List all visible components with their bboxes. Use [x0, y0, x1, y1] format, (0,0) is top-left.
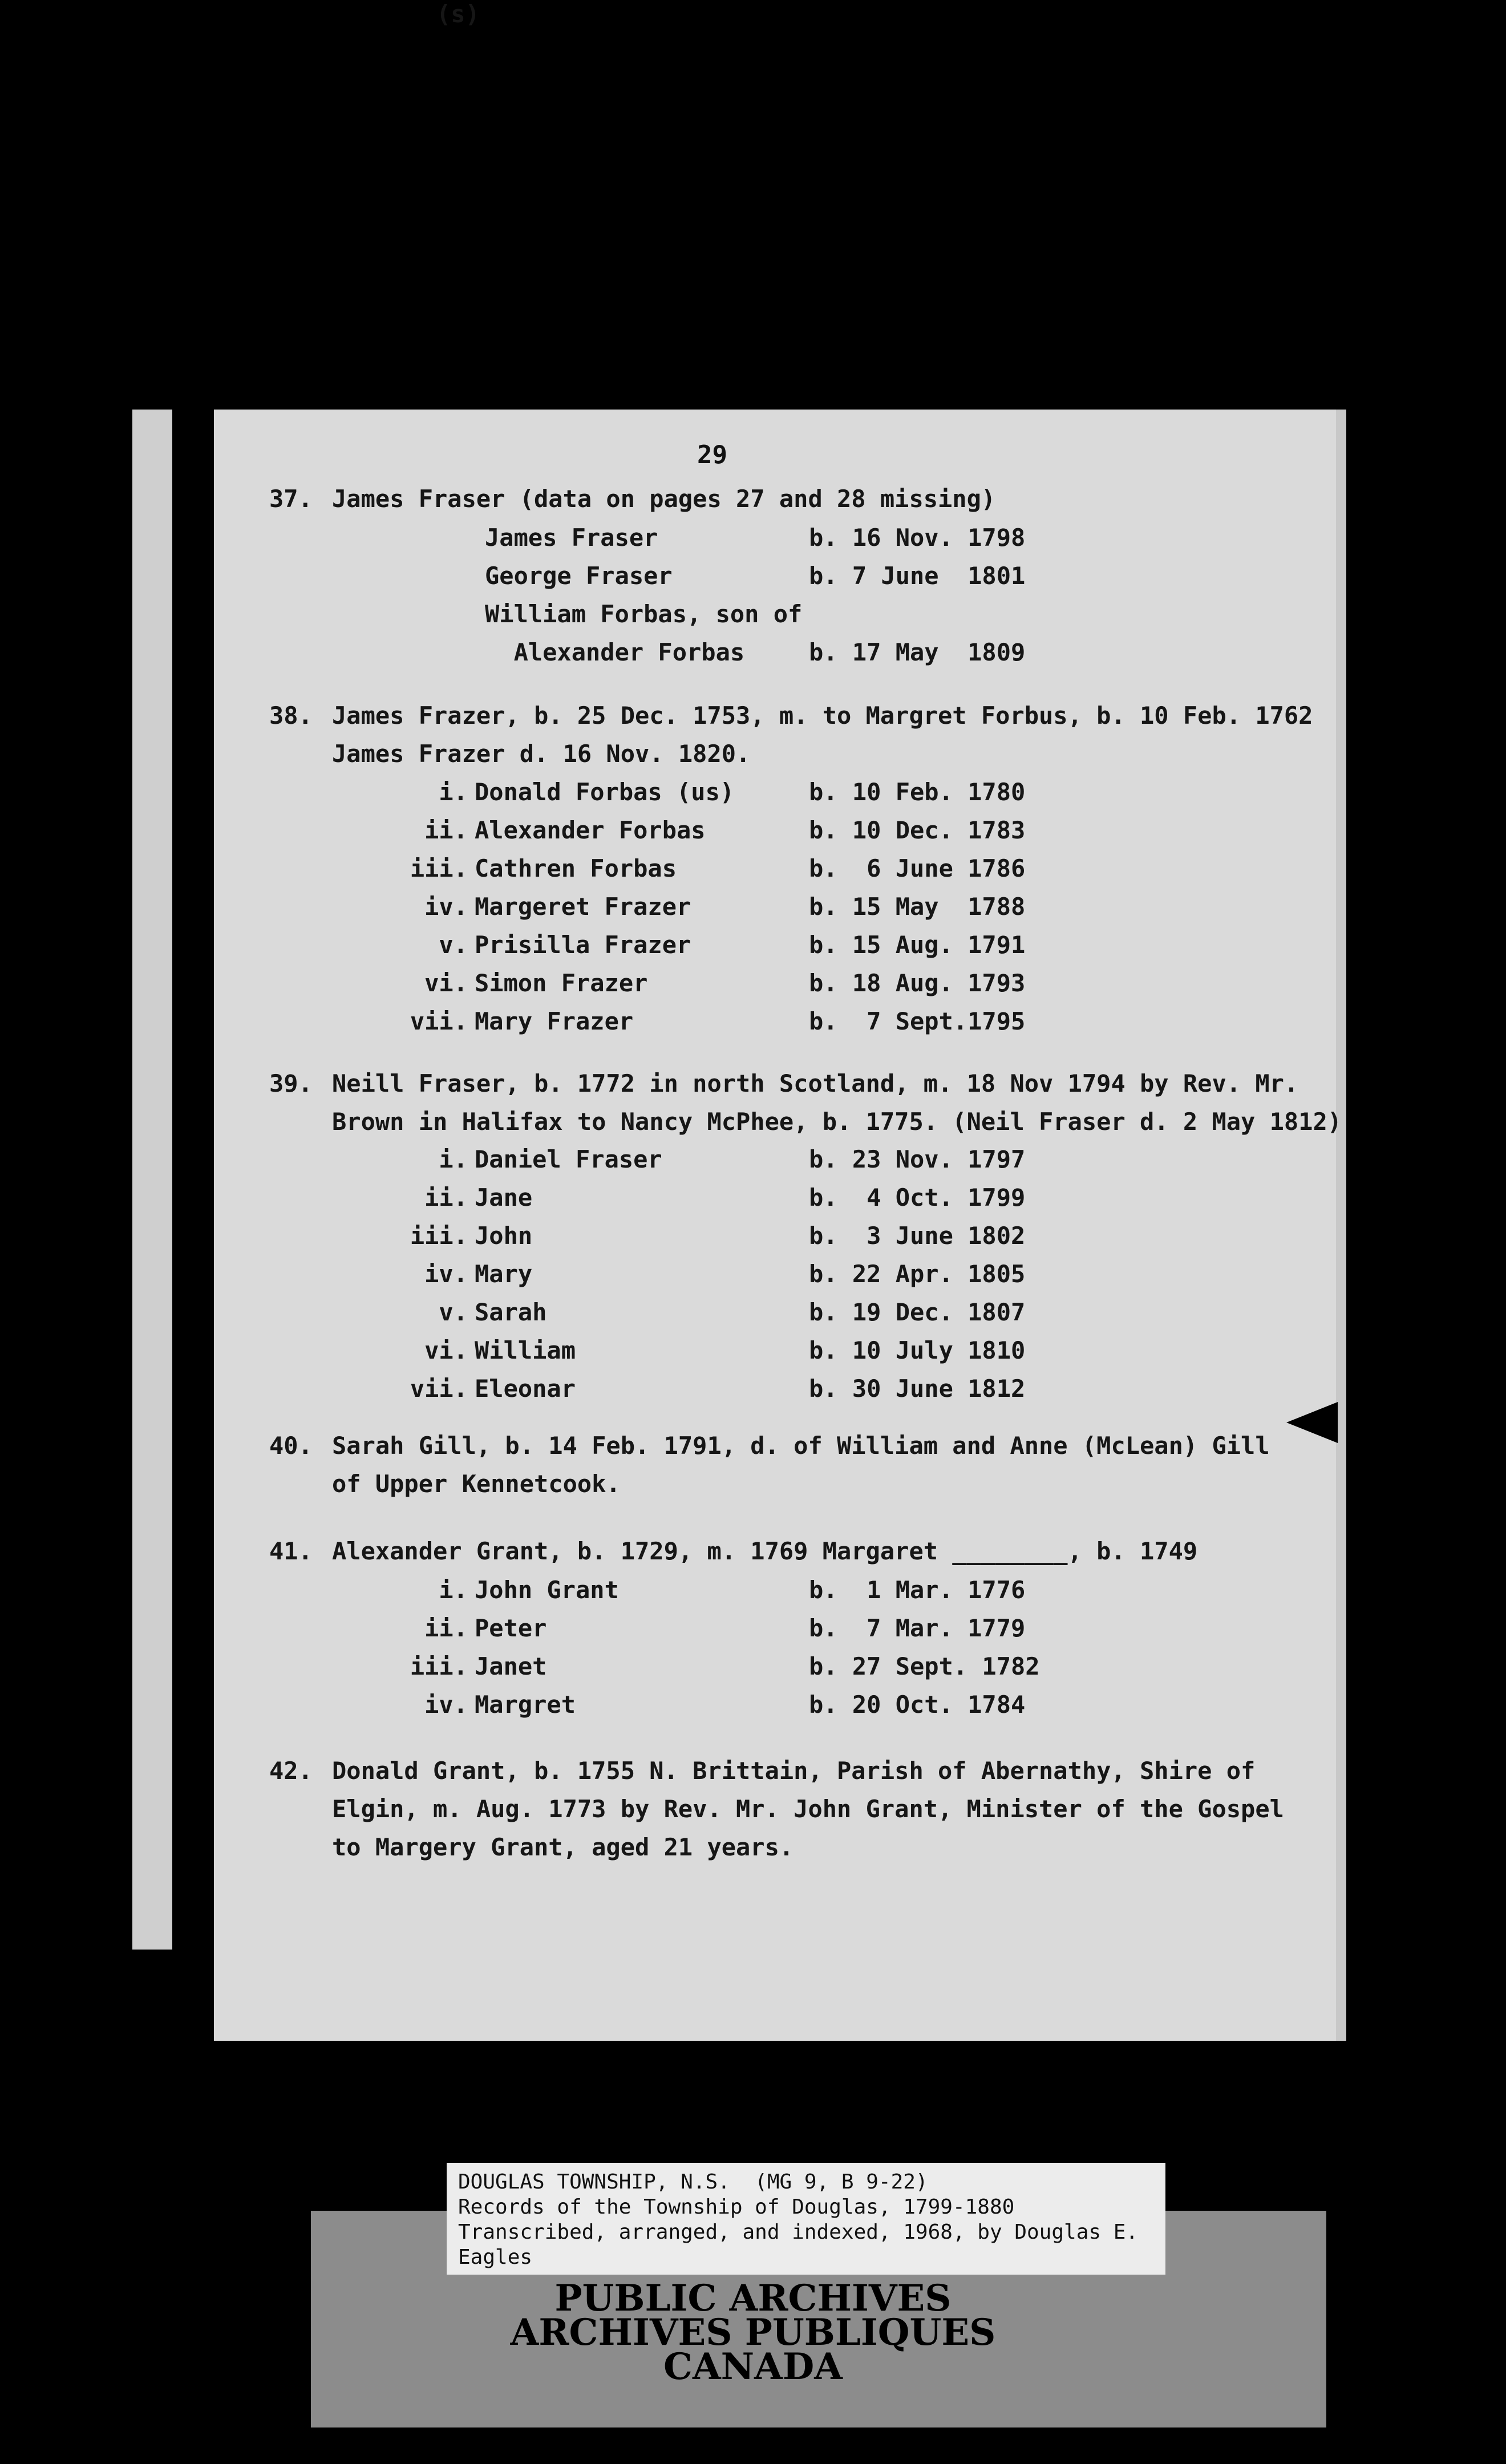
child-name: Prisilla Frazer [475, 931, 691, 959]
child-birth: b. 15 May 1788 [809, 893, 1026, 921]
child-birth: b. 22 Apr. 1805 [809, 1260, 1026, 1288]
child-birth: b. 17 May 1809 [809, 638, 1026, 666]
child-birth: b. 7 Mar. 1779 [809, 1614, 1026, 1642]
child-name: Margeret Frazer [475, 893, 691, 921]
child-birth: b. 20 Oct. 1784 [809, 1691, 1026, 1719]
child-name: Peter [475, 1614, 547, 1642]
child-birth: b. 23 Nov. 1797 [809, 1145, 1026, 1173]
film-edge-strip [132, 410, 172, 1950]
child-birth: b. 6 June 1786 [809, 854, 1026, 882]
child-name: Daniel Fraser [475, 1145, 662, 1173]
entry-text-line: Sarah Gill, b. 14 Feb. 1791, d. of William and Anne (McLean) Gill [332, 1432, 1270, 1460]
caption-line: Records of the Township of Douglas, 1799-1880 [458, 2195, 1015, 2219]
caption-line: Eagles [458, 2246, 533, 2269]
caption-line: DOUGLAS TOWNSHIP, N.S. (MG 9, B 9-22) [458, 2170, 928, 2194]
entry-number: 40. [269, 1432, 313, 1460]
child-name: Simon Frazer [475, 969, 648, 997]
stamp-line: CANADA [663, 2345, 843, 2388]
child-birth: b. 3 June 1802 [809, 1222, 1026, 1250]
entry-text-line: to Margery Grant, aged 21 years. [332, 1833, 794, 1861]
child-index: vii. [410, 1375, 468, 1403]
page-number: 29 [697, 440, 727, 469]
entry-number: 41. [269, 1537, 313, 1565]
caption-line: Transcribed, arranged, and indexed, 1968, by Douglas E. [458, 2220, 1139, 2244]
child-name: Cathren Forbas [475, 854, 677, 882]
child-birth: b. 10 Feb. 1780 [809, 778, 1026, 806]
child-name: James Fraser [485, 524, 658, 552]
child-index: iii. [410, 1222, 468, 1250]
entry-text-line: James Fraser (data on pages 27 and 28 missing) [332, 485, 996, 513]
entry-text-line: Neill Fraser, b. 1772 in north Scotland, m. 18 Nov 1794 by Rev. Mr. [332, 1069, 1299, 1097]
child-name: Sarah [475, 1298, 547, 1326]
child-name: John [475, 1222, 533, 1250]
child-index: v. [439, 931, 468, 959]
child-birth: b. 7 June 1801 [809, 562, 1026, 590]
child-birth: b. 4 Oct. 1799 [809, 1184, 1026, 1211]
child-index: i. [439, 1576, 468, 1604]
record-caption [447, 2163, 1165, 2275]
child-birth: b. 19 Dec. 1807 [809, 1298, 1026, 1326]
child-name: Jane [475, 1184, 533, 1211]
child-birth: b. 10 July 1810 [809, 1336, 1026, 1364]
child-index: vi. [424, 1336, 468, 1364]
child-index: vii. [410, 1007, 468, 1035]
child-index: ii. [424, 816, 468, 844]
entry-number: 39. [269, 1069, 313, 1097]
child-name: Eleonar [475, 1375, 576, 1403]
child-index: iv. [424, 1260, 468, 1288]
child-birth: b. 27 Sept. 1782 [809, 1652, 1040, 1680]
child-name: Donald Forbas (us) [475, 778, 735, 806]
child-index: i. [439, 778, 468, 806]
child-index: ii. [424, 1614, 468, 1642]
entry-text-line: Brown in Halifax to Nancy McPhee, b. 1775. (Neil Fraser d. 2 May 1812) [332, 1108, 1342, 1136]
child-index: v. [439, 1298, 468, 1326]
child-birth: b. 1 Mar. 1776 [809, 1576, 1026, 1604]
child-index: iii. [410, 854, 468, 882]
entry-text-line: Donald Grant, b. 1755 N. Brittain, Parish of Abernathy, Shire of [332, 1757, 1256, 1785]
child-index: i. [439, 1145, 468, 1173]
child-name: George Fraser [485, 562, 673, 590]
child-index: iii. [410, 1652, 468, 1680]
child-birth: b. 16 Nov. 1798 [809, 524, 1026, 552]
child-name: Alexander Forbas [485, 638, 745, 666]
entry-number: 37. [269, 485, 313, 513]
entry-text-line: Alexander Grant, b. 1729, m. 1769 Margaret ________, b. 1749 [332, 1537, 1198, 1565]
entry-note: (s) [436, 0, 480, 28]
entry-number: 42. [269, 1757, 313, 1785]
archives-stamp [0, 2277, 1506, 2388]
stamp-line: ARCHIVES PUBLIQUES [510, 2311, 996, 2354]
child-index: vi. [424, 969, 468, 997]
child-birth: b. 10 Dec. 1783 [809, 816, 1026, 844]
child-birth: b. 18 Aug. 1793 [809, 969, 1026, 997]
entry-text-line: of Upper Kennetcook. [332, 1470, 621, 1498]
entry-text-line: James Frazer, b. 25 Dec. 1753, m. to Margret Forbus, b. 10 Feb. 1762 [332, 702, 1313, 730]
child-birth: b. 30 June 1812 [809, 1375, 1026, 1403]
child-name: John Grant [475, 1576, 619, 1604]
child-name: William [475, 1336, 576, 1364]
child-index: iv. [424, 893, 468, 921]
child-name: Mary [475, 1260, 533, 1288]
entry-text-line: James Frazer d. 16 Nov. 1820. [332, 740, 751, 768]
child-index: ii. [424, 1184, 468, 1211]
entry-number: 38. [269, 702, 313, 730]
child-birth: b. 15 Aug. 1791 [809, 931, 1026, 959]
film-pointer-mark [1286, 1402, 1338, 1443]
child-name: Mary Frazer [475, 1007, 634, 1035]
child-name: Alexander Forbas [475, 816, 706, 844]
child-name: Margret [475, 1691, 576, 1719]
child-name: Janet [475, 1652, 547, 1680]
stamp-line: PUBLIC ARCHIVES [554, 2277, 952, 2320]
entry-text-line: Elgin, m. Aug. 1773 by Rev. Mr. John Grant, Minister of the Gospel [332, 1795, 1284, 1823]
child-name: William Forbas, son of [485, 600, 803, 628]
child-index: iv. [424, 1691, 468, 1719]
child-birth: b. 7 Sept.1795 [809, 1007, 1026, 1035]
